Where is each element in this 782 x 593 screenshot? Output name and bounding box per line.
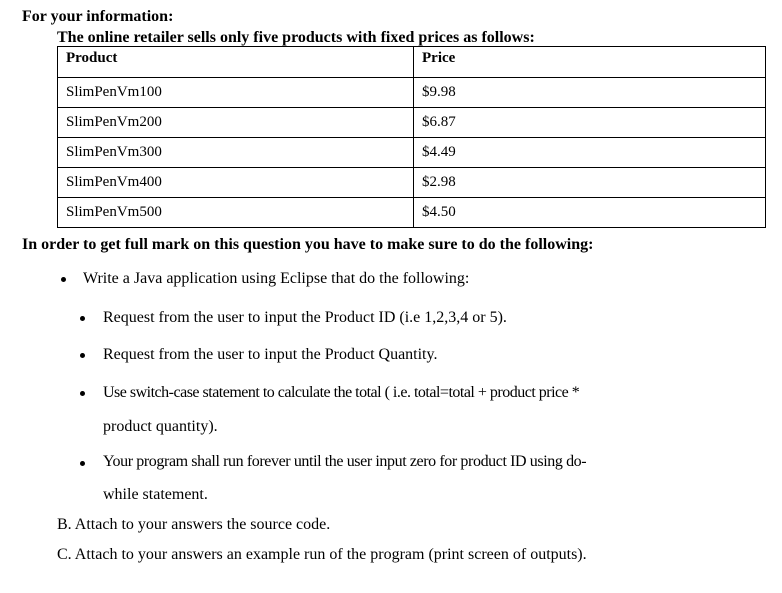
section-heading: For your information: bbox=[22, 8, 174, 25]
table-row bbox=[58, 78, 766, 108]
price-cell: $6.87 bbox=[414, 108, 766, 138]
item-b-text: B. Attach to your answers the source code. bbox=[57, 516, 331, 533]
product-cell: SlimPenVm400 bbox=[58, 168, 414, 198]
sub-bullet-text: Use switch-case statement to calculate the total ( i.e. total=total + product price * bbox=[103, 384, 580, 401]
table-row bbox=[58, 108, 766, 138]
instruction-heading: In order to get full mark on this question you have to make sure to do the following: bbox=[22, 236, 594, 253]
product-cell: SlimPenVm500 bbox=[58, 198, 414, 228]
bullet-icon bbox=[80, 353, 85, 358]
table-row bbox=[58, 168, 766, 198]
header-product: Product bbox=[58, 47, 414, 78]
price-cell: $4.50 bbox=[414, 198, 766, 228]
price-cell: $9.98 bbox=[414, 78, 766, 108]
bullet-icon bbox=[80, 391, 85, 396]
sub-bullet-continuation: product quantity). bbox=[103, 418, 218, 435]
bullet-icon bbox=[80, 316, 85, 321]
product-price-table bbox=[57, 46, 766, 228]
sub-bullet-text: Your program shall run forever until the user input zero for product ID using do- bbox=[103, 453, 587, 470]
sub-bullet-text: Request from the user to input the Product ID (i.e 1,2,3,4 or 5). bbox=[103, 309, 507, 326]
bullet-icon bbox=[61, 277, 66, 282]
sub-bullet-text: Request from the user to input the Product Quantity. bbox=[103, 346, 438, 363]
sub-bullet-continuation: while statement. bbox=[103, 486, 208, 503]
bullet-icon bbox=[80, 461, 85, 466]
price-cell: $2.98 bbox=[414, 168, 766, 198]
table-header-row bbox=[58, 47, 766, 78]
product-cell: SlimPenVm100 bbox=[58, 78, 414, 108]
main-bullet-text: Write a Java application using Eclipse that do the following: bbox=[83, 270, 470, 287]
intro-text: The online retailer sells only five products with fixed prices as follows: bbox=[57, 29, 535, 46]
table-row bbox=[58, 198, 766, 228]
product-cell: SlimPenVm300 bbox=[58, 138, 414, 168]
table-row bbox=[58, 138, 766, 168]
header-price: Price bbox=[414, 47, 766, 78]
item-c-text: C. Attach to your answers an example run of the program (print screen of outputs). bbox=[57, 546, 587, 563]
product-cell: SlimPenVm200 bbox=[58, 108, 414, 138]
price-cell: $4.49 bbox=[414, 138, 766, 168]
